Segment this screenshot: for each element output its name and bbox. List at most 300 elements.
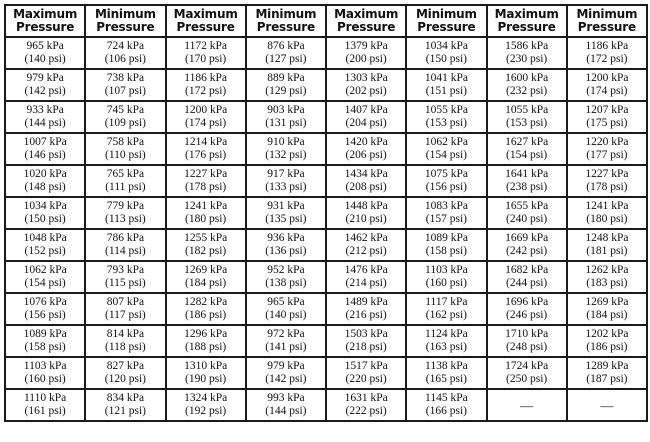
table-cell (487, 101, 567, 133)
cell-psi-value: (129 psi) (265, 85, 307, 97)
table-cell (85, 101, 165, 133)
cell-kpa-value: 1034 kPa (23, 200, 67, 212)
table-row (5, 389, 647, 421)
table-cell (85, 165, 165, 197)
cell-psi-value: (166 psi) (425, 405, 467, 417)
table-cell (487, 133, 567, 165)
cell-psi-value: (187 psi) (586, 373, 628, 385)
table-row (5, 197, 647, 229)
cell-psi-value: (110 psi) (104, 149, 146, 161)
cell-psi-value: (181 psi) (586, 245, 628, 257)
cell-kpa-value: 1627 kPa (505, 136, 549, 148)
cell-psi-value: (172 psi) (185, 85, 227, 97)
cell-psi-value: (180 psi) (185, 213, 227, 225)
cell-psi-value: (115 psi) (104, 277, 146, 289)
table-cell (5, 261, 85, 293)
table-cell (326, 293, 406, 325)
table-cell (246, 69, 326, 101)
cell-psi-value: (178 psi) (185, 181, 227, 193)
cell-psi-value: (156 psi) (425, 181, 467, 193)
cell-psi-value: (153 psi) (425, 117, 467, 129)
cell-kpa-value: 1124 kPa (425, 328, 468, 340)
table-cell (246, 389, 326, 421)
table-cell (85, 229, 165, 261)
table-cell (5, 293, 85, 325)
cell-psi-value: (150 psi) (425, 53, 467, 65)
table-cell (246, 357, 326, 389)
table-cell (567, 165, 647, 197)
cell-psi-value: (238 psi) (506, 181, 548, 193)
cell-kpa-value: 1462 kPa (344, 232, 388, 244)
column-header-line2: Pressure (256, 20, 315, 34)
cell-psi-value: (186 psi) (185, 309, 227, 321)
cell-psi-value: (222 psi) (345, 405, 387, 417)
cell-kpa-value: 1420 kPa (344, 136, 388, 148)
table-cell (326, 325, 406, 357)
cell-kpa-value: 876 kPa (267, 40, 305, 52)
cell-psi-value: (153 psi) (506, 117, 548, 129)
column-header-line2: Pressure (96, 20, 155, 34)
table-cell (406, 197, 486, 229)
table-cell (166, 69, 246, 101)
cell-kpa-value: 1110 kPa (23, 392, 67, 404)
cell-kpa-value: 1048 kPa (23, 232, 67, 244)
cell-psi-value: (184 psi) (185, 277, 227, 289)
cell-psi-value: (118 psi) (104, 341, 146, 353)
table-cell (246, 261, 326, 293)
cell-psi-value: (106 psi) (104, 53, 146, 65)
cell-psi-value: (190 psi) (185, 373, 227, 385)
cell-kpa-value: 1145 kPa (425, 392, 468, 404)
cell-psi-value: (144 psi) (265, 405, 307, 417)
table-cell (5, 357, 85, 389)
cell-kpa-value: 758 kPa (106, 136, 145, 148)
cell-kpa-value: 1489 kPa (344, 296, 388, 308)
cell-kpa-value: 738 kPa (106, 72, 145, 84)
cell-kpa-value: — (520, 397, 534, 413)
cell-kpa-value: 1220 kPa (585, 136, 629, 148)
table-row (5, 69, 647, 101)
cell-psi-value: (161 psi) (24, 405, 66, 417)
cell-psi-value: (154 psi) (24, 277, 66, 289)
table-cell (406, 133, 486, 165)
cell-kpa-value: 1202 kPa (585, 328, 629, 340)
cell-kpa-value: 1503 kPa (344, 328, 388, 340)
cell-psi-value: (144 psi) (24, 117, 66, 129)
cell-psi-value: (160 psi) (24, 373, 66, 385)
cell-psi-value: (133 psi) (265, 181, 307, 193)
table-cell (85, 133, 165, 165)
cell-kpa-value: 1262 kPa (585, 264, 629, 276)
pressure-table-page (4, 4, 646, 438)
table-cell (5, 325, 85, 357)
cell-kpa-value: 1089 kPa (424, 232, 468, 244)
table-cell (85, 325, 165, 357)
table-cell (406, 69, 486, 101)
cell-psi-value: (111 psi) (105, 181, 146, 193)
column-header-line1: Minimum (576, 7, 638, 21)
cell-kpa-value: 1324 kPa (184, 392, 228, 404)
cell-kpa-value: 834 kPa (106, 392, 145, 404)
table-row (5, 101, 647, 133)
cell-kpa-value: 793 kPa (106, 264, 145, 276)
cell-kpa-value: 1310 kPa (184, 360, 228, 372)
column-header-line1: Maximum (13, 7, 78, 21)
cell-kpa-value: 786 kPa (106, 232, 145, 244)
table-cell (406, 229, 486, 261)
column-header (567, 5, 647, 37)
table-cell (5, 133, 85, 165)
table-cell (406, 101, 486, 133)
cell-psi-value: (158 psi) (24, 341, 66, 353)
table-cell (406, 37, 486, 69)
cell-psi-value: (165 psi) (425, 373, 467, 385)
column-header-line1: Maximum (494, 7, 559, 21)
cell-kpa-value: 1186 kPa (184, 72, 227, 84)
table-cell (166, 261, 246, 293)
column-header-line1: Maximum (334, 7, 399, 21)
cell-kpa-value: 1055 kPa (505, 104, 549, 116)
table-cell (567, 389, 647, 421)
cell-kpa-value: 1269 kPa (585, 296, 629, 308)
cell-psi-value: (113 psi) (104, 213, 146, 225)
cell-kpa-value: 931 kPa (267, 200, 305, 212)
cell-kpa-value: 1207 kPa (585, 104, 629, 116)
table-cell (5, 101, 85, 133)
cell-kpa-value: 1186 kPa (585, 40, 629, 52)
table-cell (406, 261, 486, 293)
cell-kpa-value: 1055 kPa (424, 104, 468, 116)
cell-kpa-value: 952 kPa (267, 264, 305, 276)
cell-kpa-value: 1062 kPa (23, 264, 67, 276)
cell-psi-value: (157 psi) (425, 213, 467, 225)
cell-kpa-value: 1227 kPa (585, 168, 629, 180)
cell-psi-value: (246 psi) (506, 309, 548, 321)
cell-kpa-value: 1255 kPa (184, 232, 228, 244)
cell-psi-value: (142 psi) (265, 373, 307, 385)
cell-kpa-value: 1248 kPa (585, 232, 629, 244)
table-cell (246, 165, 326, 197)
table-cell (326, 101, 406, 133)
cell-kpa-value: 1083 kPa (424, 200, 468, 212)
cell-kpa-value: 936 kPa (267, 232, 305, 244)
cell-psi-value: (186 psi) (586, 341, 628, 353)
cell-psi-value: (127 psi) (265, 53, 307, 65)
table-cell (567, 101, 647, 133)
cell-kpa-value: 1103 kPa (23, 360, 67, 372)
table-cell (166, 389, 246, 421)
cell-kpa-value: 979 kPa (26, 72, 64, 84)
cell-kpa-value: 1407 kPa (344, 104, 388, 116)
cell-kpa-value: 1682 kPa (505, 264, 549, 276)
table-cell (326, 197, 406, 229)
table-cell (246, 37, 326, 69)
table-row (5, 293, 647, 325)
column-header-line2: Pressure (337, 20, 396, 34)
table-cell (487, 69, 567, 101)
cell-kpa-value: 1282 kPa (184, 296, 228, 308)
table-cell (406, 357, 486, 389)
cell-psi-value: (182 psi) (185, 245, 227, 257)
table-cell (85, 261, 165, 293)
column-header-line2: Pressure (577, 20, 636, 34)
cell-kpa-value: 1020 kPa (23, 168, 67, 180)
cell-kpa-value: 765 kPa (106, 168, 145, 180)
column-header-line2: Pressure (176, 20, 235, 34)
table-cell (246, 101, 326, 133)
cell-kpa-value: 1517 kPa (344, 360, 388, 372)
table-cell (166, 37, 246, 69)
cell-kpa-value: 1724 kPa (505, 360, 549, 372)
cell-kpa-value: 1214 kPa (184, 136, 228, 148)
table-cell (567, 293, 647, 325)
table-cell (85, 389, 165, 421)
cell-kpa-value: 910 kPa (267, 136, 305, 148)
table-cell (166, 165, 246, 197)
cell-kpa-value: 933 kPa (26, 104, 64, 116)
cell-kpa-value: 1586 kPa (505, 40, 549, 52)
cell-psi-value: (148 psi) (24, 181, 66, 193)
cell-kpa-value: 1631 kPa (344, 392, 388, 404)
table-row (5, 325, 647, 357)
cell-kpa-value: 1200 kPa (184, 104, 228, 116)
cell-psi-value: (117 psi) (104, 309, 146, 321)
cell-kpa-value: 1303 kPa (344, 72, 388, 84)
cell-psi-value: (162 psi) (425, 309, 467, 321)
table-cell (166, 357, 246, 389)
cell-kpa-value: 1103 kPa (425, 264, 468, 276)
cell-kpa-value: 1641 kPa (505, 168, 549, 180)
cell-psi-value: (151 psi) (425, 85, 467, 97)
cell-kpa-value: 1138 kPa (425, 360, 468, 372)
cell-psi-value: (142 psi) (24, 85, 66, 97)
table-cell (326, 357, 406, 389)
cell-kpa-value: 1289 kPa (585, 360, 629, 372)
cell-kpa-value: 1241 kPa (184, 200, 228, 212)
cell-kpa-value: 903 kPa (267, 104, 305, 116)
cell-kpa-value: 814 kPa (106, 328, 145, 340)
table-cell (166, 133, 246, 165)
column-header (326, 5, 406, 37)
column-header-line1: Minimum (94, 7, 156, 21)
column-header (487, 5, 567, 37)
cell-kpa-value: 965 kPa (26, 40, 64, 52)
table-header-row (5, 5, 647, 37)
table-cell (567, 197, 647, 229)
table-cell (246, 133, 326, 165)
cell-kpa-value: 1600 kPa (505, 72, 549, 84)
cell-kpa-value: 1117 kPa (425, 296, 468, 308)
column-header-line2: Pressure (497, 20, 556, 34)
cell-kpa-value: 1696 kPa (505, 296, 549, 308)
cell-psi-value: (146 psi) (24, 149, 66, 161)
table-row (5, 229, 647, 261)
cell-psi-value: (163 psi) (425, 341, 467, 353)
cell-psi-value: (174 psi) (185, 117, 227, 129)
cell-kpa-value: 1669 kPa (505, 232, 549, 244)
cell-kpa-value: 724 kPa (106, 40, 145, 52)
cell-psi-value: (206 psi) (345, 149, 387, 161)
table-cell (487, 389, 567, 421)
cell-kpa-value: 1075 kPa (424, 168, 468, 180)
cell-psi-value: (220 psi) (345, 373, 387, 385)
table-cell (85, 197, 165, 229)
cell-kpa-value: 1089 kPa (23, 328, 67, 340)
table-cell (326, 261, 406, 293)
cell-kpa-value: 1227 kPa (184, 168, 228, 180)
cell-psi-value: (131 psi) (265, 117, 307, 129)
cell-psi-value: (154 psi) (506, 149, 548, 161)
column-header-line1: Maximum (173, 7, 238, 21)
cell-psi-value: (150 psi) (24, 213, 66, 225)
table-row (5, 37, 647, 69)
table-row (5, 165, 647, 197)
cell-psi-value: (138 psi) (265, 277, 307, 289)
table-cell (85, 37, 165, 69)
cell-psi-value: (208 psi) (345, 181, 387, 193)
table-cell (166, 197, 246, 229)
cell-psi-value: (176 psi) (185, 149, 227, 161)
cell-kpa-value: 1172 kPa (184, 40, 227, 52)
cell-psi-value: (216 psi) (345, 309, 387, 321)
cell-psi-value: (184 psi) (586, 309, 628, 321)
table-cell (5, 37, 85, 69)
cell-psi-value: (109 psi) (104, 117, 146, 129)
cell-psi-value: (135 psi) (265, 213, 307, 225)
table-cell (487, 229, 567, 261)
column-header-line1: Minimum (415, 7, 477, 21)
table-cell (5, 165, 85, 197)
column-header (166, 5, 246, 37)
column-header (246, 5, 326, 37)
cell-kpa-value: 1448 kPa (344, 200, 388, 212)
cell-kpa-value: 889 kPa (267, 72, 305, 84)
table-cell (567, 357, 647, 389)
cell-kpa-value: 1062 kPa (424, 136, 468, 148)
table-cell (406, 293, 486, 325)
cell-psi-value: (244 psi) (506, 277, 548, 289)
cell-psi-value: (202 psi) (345, 85, 387, 97)
column-header-line2: Pressure (16, 20, 75, 34)
table-cell (326, 389, 406, 421)
pressure-table (4, 4, 648, 422)
cell-psi-value: (121 psi) (104, 405, 146, 417)
cell-kpa-value: 807 kPa (106, 296, 145, 308)
cell-psi-value: (160 psi) (425, 277, 467, 289)
cell-psi-value: (156 psi) (24, 309, 66, 321)
table-cell (487, 325, 567, 357)
table-cell (5, 197, 85, 229)
cell-psi-value: (120 psi) (104, 373, 146, 385)
table-cell (567, 37, 647, 69)
table-cell (85, 293, 165, 325)
table-cell (487, 165, 567, 197)
table-cell (246, 229, 326, 261)
cell-psi-value: (240 psi) (506, 213, 548, 225)
table-cell (5, 389, 85, 421)
cell-kpa-value: 993 kPa (267, 392, 305, 404)
cell-psi-value: (210 psi) (345, 213, 387, 225)
table-cell (326, 37, 406, 69)
cell-psi-value: (212 psi) (345, 245, 387, 257)
table-cell (5, 229, 85, 261)
cell-psi-value: (180 psi) (586, 213, 628, 225)
table-cell (487, 357, 567, 389)
table-row (5, 261, 647, 293)
cell-kpa-value: 1296 kPa (184, 328, 228, 340)
column-header-line2: Pressure (417, 20, 476, 34)
table-cell (326, 229, 406, 261)
cell-psi-value: (230 psi) (506, 53, 548, 65)
table-body (5, 37, 647, 421)
cell-psi-value: (141 psi) (265, 341, 307, 353)
cell-kpa-value: 1200 kPa (585, 72, 629, 84)
column-header (85, 5, 165, 37)
cell-kpa-value: 1434 kPa (344, 168, 388, 180)
cell-kpa-value: 917 kPa (267, 168, 305, 180)
table-cell (487, 261, 567, 293)
table-cell (326, 69, 406, 101)
cell-psi-value: (178 psi) (586, 181, 628, 193)
table-cell (85, 357, 165, 389)
cell-psi-value: (158 psi) (425, 245, 467, 257)
table-cell (246, 197, 326, 229)
table-cell (246, 325, 326, 357)
table-cell (326, 133, 406, 165)
cell-kpa-value: — (600, 397, 614, 413)
cell-psi-value: (154 psi) (425, 149, 467, 161)
cell-psi-value: (140 psi) (265, 309, 307, 321)
table-row (5, 133, 647, 165)
column-header-line1: Minimum (255, 7, 317, 21)
cell-kpa-value: 1041 kPa (424, 72, 468, 84)
cell-kpa-value: 745 kPa (106, 104, 145, 116)
cell-kpa-value: 1241 kPa (585, 200, 629, 212)
cell-psi-value: (172 psi) (586, 53, 628, 65)
cell-psi-value: (132 psi) (265, 149, 307, 161)
table-cell (166, 101, 246, 133)
cell-psi-value: (200 psi) (345, 53, 387, 65)
cell-kpa-value: 1269 kPa (184, 264, 228, 276)
table-cell (567, 133, 647, 165)
cell-psi-value: (177 psi) (586, 149, 628, 161)
cell-psi-value: (183 psi) (586, 277, 628, 289)
cell-psi-value: (232 psi) (506, 85, 548, 97)
cell-psi-value: (214 psi) (345, 277, 387, 289)
cell-kpa-value: 1476 kPa (344, 264, 388, 276)
cell-psi-value: (170 psi) (185, 53, 227, 65)
table-row (5, 357, 647, 389)
cell-psi-value: (114 psi) (104, 245, 146, 257)
table-cell (166, 293, 246, 325)
table-cell (326, 165, 406, 197)
cell-psi-value: (204 psi) (345, 117, 387, 129)
column-header (5, 5, 85, 37)
column-header (406, 5, 486, 37)
cell-psi-value: (188 psi) (185, 341, 227, 353)
cell-psi-value: (250 psi) (506, 373, 548, 385)
cell-psi-value: (175 psi) (586, 117, 628, 129)
cell-psi-value: (152 psi) (24, 245, 66, 257)
cell-kpa-value: 1379 kPa (344, 40, 388, 52)
cell-psi-value: (192 psi) (185, 405, 227, 417)
table-cell (85, 69, 165, 101)
table-cell (166, 229, 246, 261)
cell-psi-value: (218 psi) (345, 341, 387, 353)
cell-psi-value: (174 psi) (586, 85, 628, 97)
table-cell (567, 229, 647, 261)
table-cell (5, 69, 85, 101)
